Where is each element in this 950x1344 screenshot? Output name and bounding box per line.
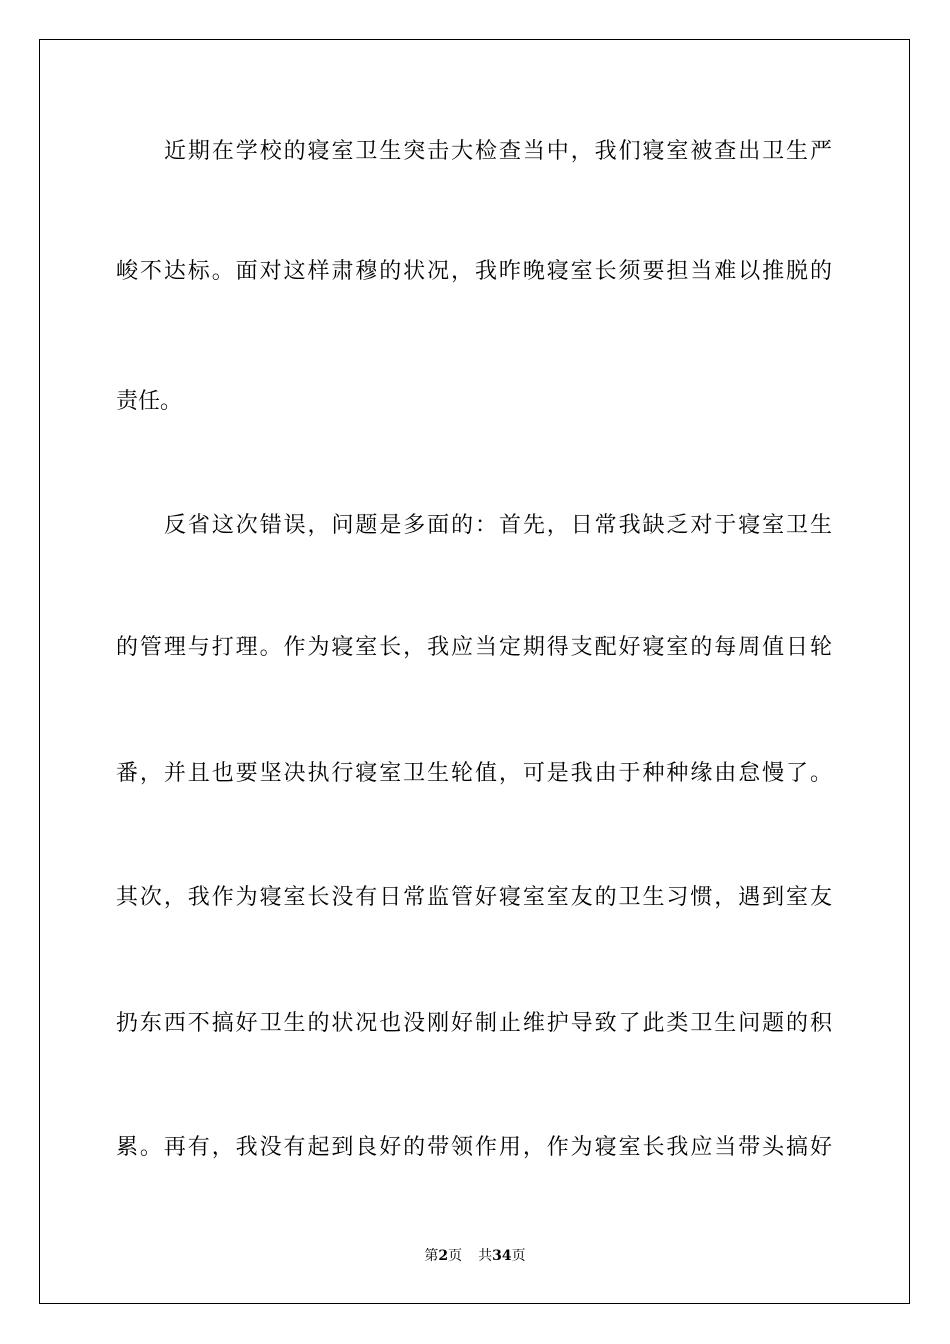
page-footer bbox=[0, 1246, 950, 1266]
text-line-2: 峻不达标。面对这样肃穆的状况，我昨晚寝室长须要担当难以推脱的 bbox=[116, 259, 832, 284]
footer-total-suffix: 页 bbox=[511, 1248, 526, 1264]
text-line-5: 的管理与打理。作为寝室长，我应当定期得支配好寝室的每周值日轮 bbox=[116, 635, 832, 660]
text-line-4: 反省这次错误，问题是多面的：首先，日常我缺乏对于寝室卫生 bbox=[164, 513, 832, 538]
text-line-9: 累。再有，我没有起到良好的带领作用，作为寝室长我应当带头搞好 bbox=[116, 1135, 832, 1160]
text-line-6: 番，并且也要坚决执行寝室卫生轮值，可是我由于种种缘由怠慢了。 bbox=[116, 761, 832, 786]
footer-total-pages: 34 bbox=[492, 1248, 512, 1264]
footer-page-suffix: 页 bbox=[448, 1248, 463, 1264]
footer-page-prefix: 第 bbox=[424, 1248, 439, 1264]
page-border bbox=[39, 39, 910, 1304]
footer-total-prefix: 共 bbox=[478, 1248, 493, 1264]
text-line-1: 近期在学校的寝室卫生突击大检查当中，我们寝室被查出卫生严 bbox=[164, 139, 832, 164]
text-line-3: 责任。 bbox=[116, 389, 183, 414]
text-line-8: 扔东西不搞好卫生的状况也没刚好制止维护导致了此类卫生问题的积 bbox=[116, 1011, 832, 1036]
text-line-7: 其次，我作为寝室长没有日常监管好寝室室友的卫生习惯，遇到室友 bbox=[116, 885, 832, 910]
footer-page-number: 2 bbox=[438, 1248, 449, 1264]
